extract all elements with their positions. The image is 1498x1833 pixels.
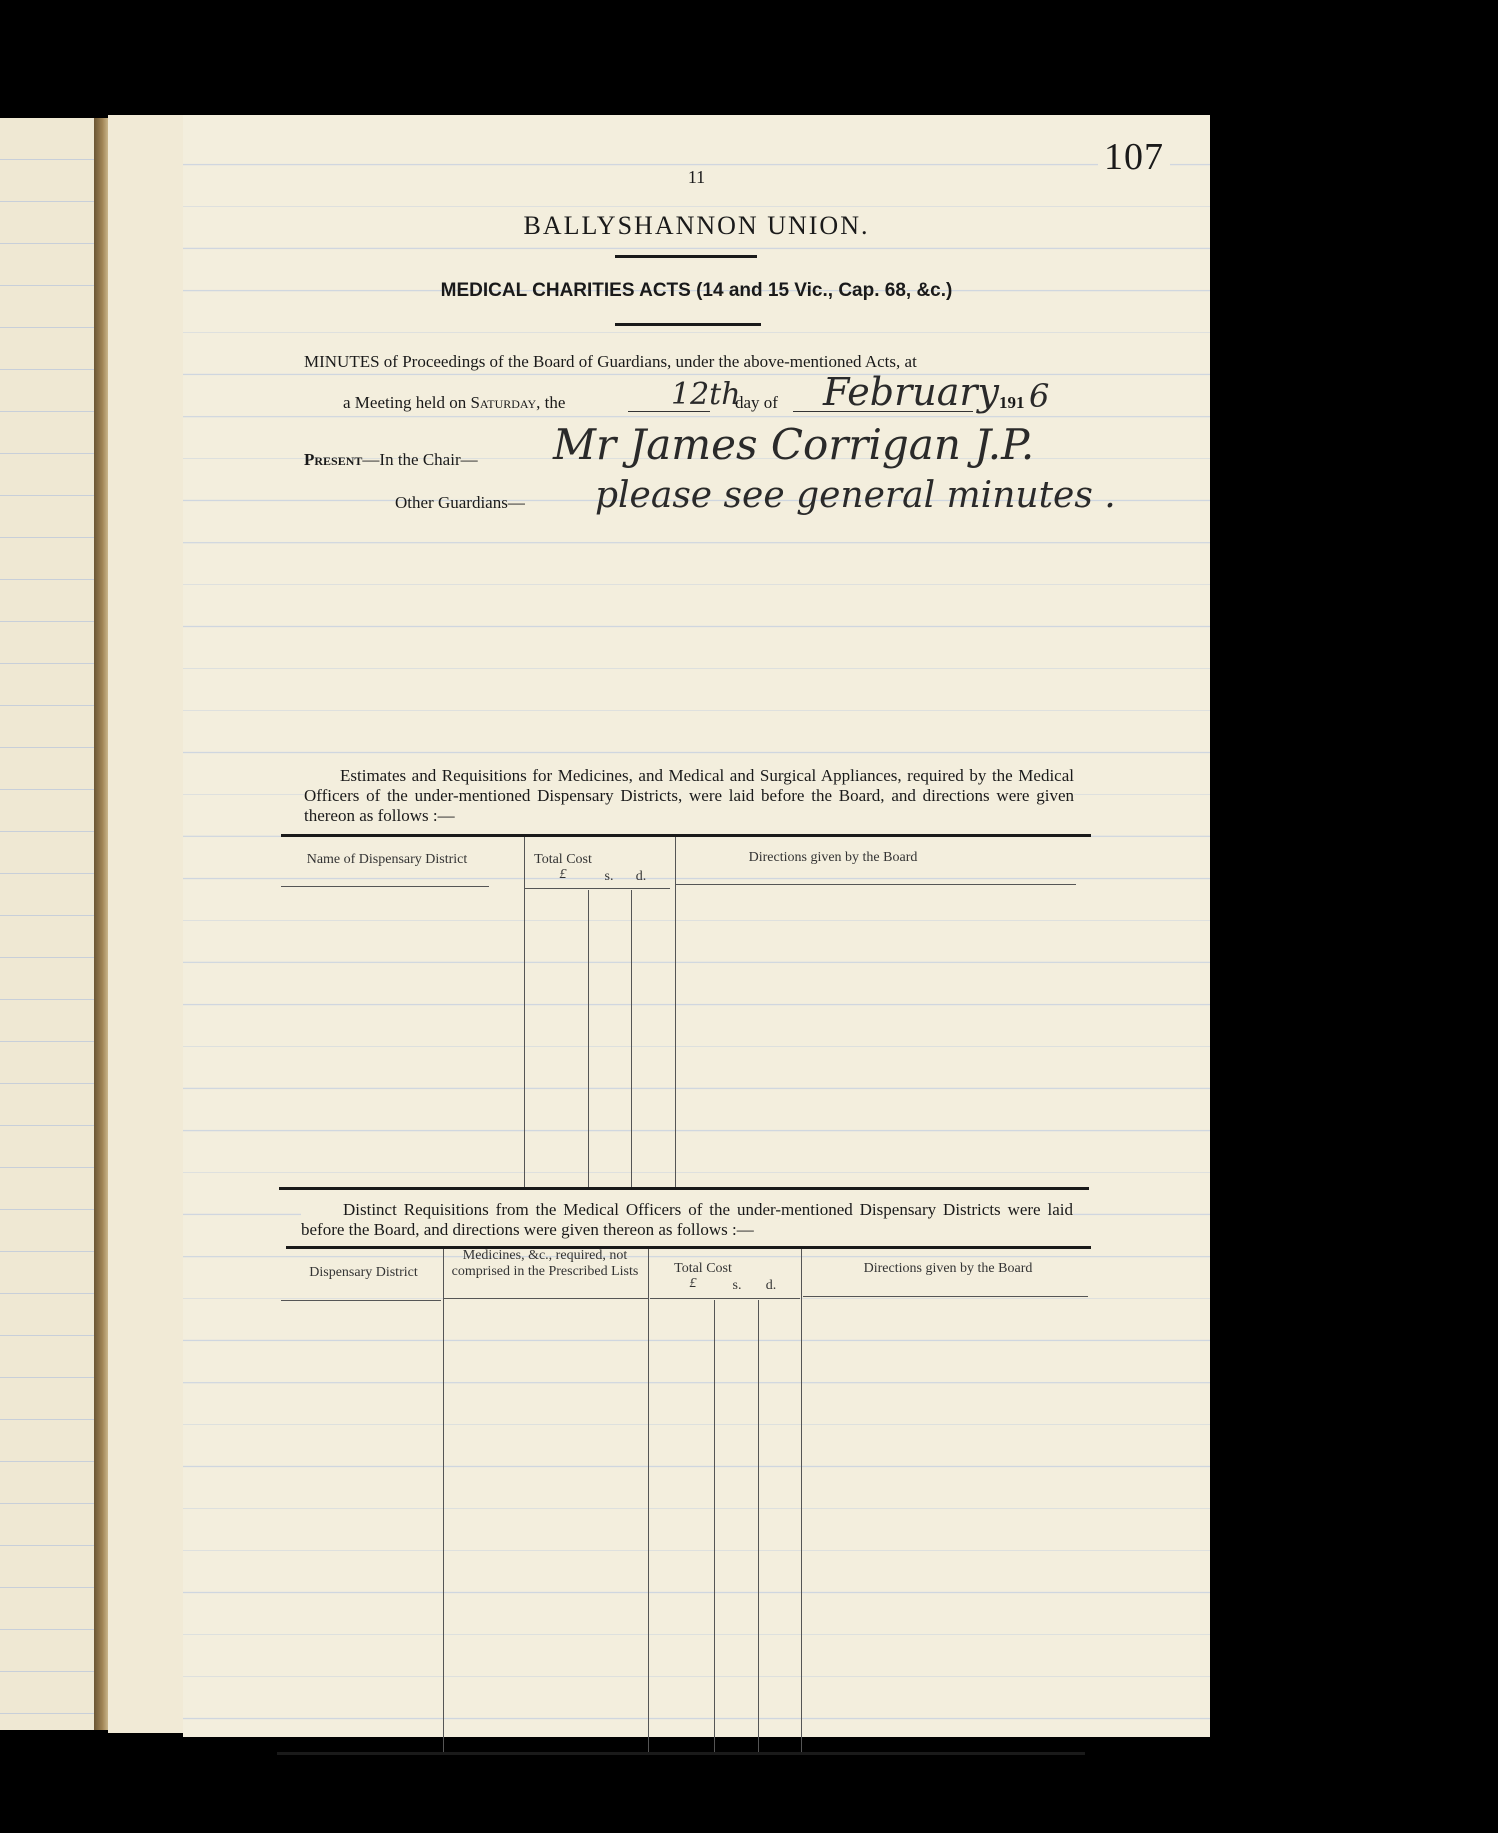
meeting-the: , the — [536, 393, 566, 412]
estimates-col-total: Total Cost — [534, 852, 592, 867]
estimates-paragraph: Estimates and Requisitions for Medicines, and Medical and Surgical Appliances, required by the Medical Officers of the under-mentioned Dispensary Districts, were laid before the Board, and directions were given thereon as follows :— — [304, 766, 1074, 825]
estimates-divider-2 — [588, 890, 589, 1187]
estimates-table-bottom-rule — [279, 1187, 1089, 1190]
meeting-line — [343, 393, 565, 413]
estimates-divider-4 — [675, 837, 676, 1187]
chair-label: —In the Chair— — [362, 450, 478, 469]
others-value: please see general minutes . — [595, 475, 1116, 516]
ledger-page — [183, 115, 1210, 1737]
distinct-col-pounds: £ — [689, 1276, 697, 1291]
meeting-day-name: Saturday — [470, 393, 537, 412]
distinct-divider-4 — [758, 1300, 759, 1752]
minutes-intro: MINUTES of Proceedings of the Board of Guardians, under the above-mentioned Acts, at — [304, 352, 1074, 372]
distinct-col-shillings: s. — [732, 1278, 742, 1293]
distinct-col-total: Total Cost — [674, 1261, 732, 1276]
distinct-header-underline-1 — [281, 1300, 441, 1301]
page-number: 107 — [1098, 135, 1170, 179]
union-title: BALLYSHANNON UNION. — [523, 211, 870, 240]
meeting-prefix: a Meeting held on — [343, 393, 467, 412]
others-label: Other Guardians— — [395, 493, 525, 512]
month-value: February — [823, 370, 1000, 414]
acts-rule — [615, 323, 761, 326]
book-spine — [94, 118, 108, 1730]
estimates-col-pounds: £ — [559, 867, 567, 882]
estimates-col-name: Name of Dispensary District — [306, 852, 468, 867]
distinct-divider-5 — [801, 1249, 802, 1752]
distinct-paragraph: Distinct Requisitions from the Medical Officers of the under-mentioned Dispensary Districts were laid before the Board, and directions were given thereon as follows :— — [301, 1200, 1073, 1239]
title-rule — [615, 255, 757, 258]
distinct-divider-1 — [443, 1249, 444, 1752]
facing-page — [0, 118, 94, 1730]
distinct-header-underline-2 — [443, 1298, 648, 1299]
estimates-col-shillings: s. — [604, 869, 614, 884]
year-value: 6 — [1029, 377, 1050, 415]
estimates-divider-3 — [631, 890, 632, 1187]
estimates-header-underline-1 — [281, 886, 489, 887]
estimates-header-underline-2 — [525, 888, 670, 889]
present-chair-line — [304, 450, 478, 470]
distinct-col-district: Dispensary District — [309, 1265, 418, 1280]
distinct-col-pence: d. — [765, 1278, 777, 1293]
distinct-col-directions: Directions given by the Board — [863, 1261, 1033, 1276]
day-value: 12th — [671, 377, 741, 412]
form-number: 11 — [687, 167, 706, 187]
day-of-label: day of — [735, 393, 778, 412]
distinct-table-bottom-rule — [277, 1752, 1085, 1755]
estimates-table-top-rule — [281, 834, 1091, 837]
estimates-col-directions: Directions given by the Board — [748, 850, 918, 865]
year-prefix: 191 — [999, 393, 1025, 412]
estimates-col-pence: d. — [635, 869, 647, 884]
distinct-header-underline-3 — [650, 1298, 800, 1299]
distinct-header-underline-4 — [803, 1296, 1088, 1297]
estimates-header-underline-3 — [676, 884, 1076, 885]
chair-value: Mr James Corrigan J.P. — [553, 420, 1035, 469]
distinct-divider-2 — [648, 1249, 649, 1752]
page-margin-strip — [108, 115, 185, 1733]
distinct-col-medicines: Medicines, &c., required, not comprised in the Prescribed Lists — [451, 1248, 639, 1279]
present-label: Present — [304, 450, 363, 469]
estimates-divider-1 — [524, 837, 525, 1187]
distinct-table-top-rule — [286, 1246, 1091, 1249]
distinct-divider-3 — [714, 1300, 715, 1752]
acts-title: MEDICAL CHARITIES ACTS (14 and 15 Vic., Cap. 68, &c.) — [440, 280, 953, 301]
